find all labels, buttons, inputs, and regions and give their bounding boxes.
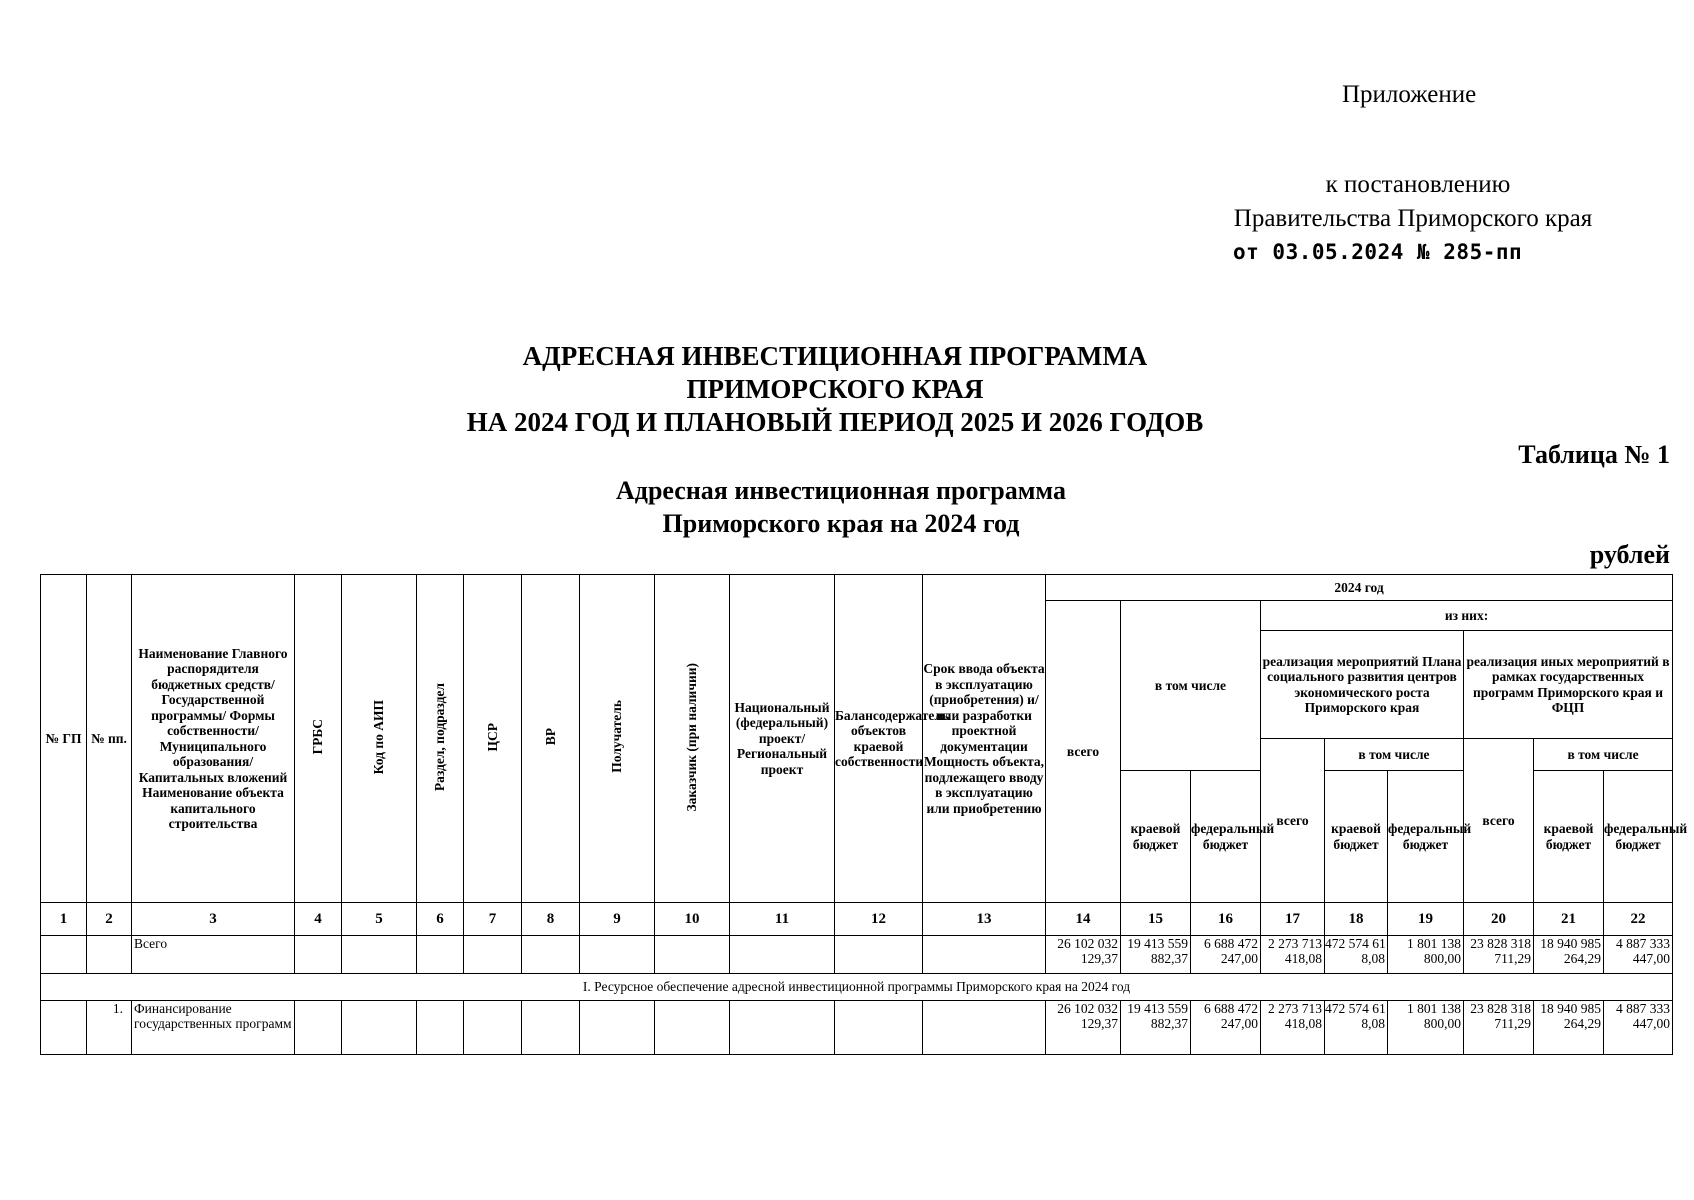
column-number: 16	[1191, 903, 1261, 936]
total-regional: 19 413 559 882,37	[1121, 936, 1191, 974]
header-customer: Заказчик (при наличии)	[655, 575, 730, 903]
program-other-regional: 18 940 985 264,29	[1534, 1001, 1604, 1055]
column-number: 13	[923, 903, 1046, 936]
header-section: Раздел, подраздел	[417, 575, 464, 903]
investment-program-table	[40, 574, 1688, 1055]
total-other-federal: 4 887 333 447,00	[1604, 936, 1673, 974]
table-subtitle	[0, 474, 1694, 540]
column-number: 6	[417, 903, 464, 936]
header-aip-code: Код по АИП	[342, 575, 417, 903]
column-number: 11	[730, 903, 835, 936]
total-row-label: Всего	[132, 936, 295, 974]
column-number: 21	[1534, 903, 1604, 936]
header-including: в том числе	[1121, 601, 1261, 771]
column-number: 7	[464, 903, 522, 936]
header-of-them: из них:	[1261, 601, 1673, 631]
resolution-line-1: к постановлению	[1325, 171, 1511, 198]
column-number: 8	[522, 903, 580, 936]
column-number: 1	[41, 903, 87, 936]
section-title: I. Ресурсное обеспечение адресной инвестиционной программы Приморского края на 2024 год	[41, 974, 1673, 1001]
program-regional: 19 413 559 882,37	[1121, 1001, 1191, 1055]
header-other-total: всего	[1464, 739, 1534, 903]
header-grbs: ГРБС	[295, 575, 342, 903]
program-plan-regional: 472 574 61 8,08	[1325, 1001, 1388, 1055]
header-item-number: № пп.	[87, 575, 132, 903]
section-row	[41, 974, 1673, 1001]
column-number: 15	[1121, 903, 1191, 936]
program-row	[41, 1001, 1673, 1055]
total-plan-federal: 1 801 138 800,00	[1388, 936, 1464, 974]
column-number: 22	[1604, 903, 1673, 936]
resolution-line-2: Правительства Приморского края	[1233, 205, 1593, 232]
program-federal: 6 688 472 247,00	[1191, 1001, 1261, 1055]
document-title	[0, 340, 1694, 439]
header-other-group: реализация иных мероприятий в рамках государственных программ Приморского края и ФЦП	[1464, 631, 1673, 739]
title-line-3: НА 2024 ГОД И ПЛАНОВЫЙ ПЕРИОД 2025 И 2026 ГОДОВ	[466, 407, 1204, 437]
resolution-reference	[1213, 168, 1623, 236]
table-number: Таблица № 1	[1518, 440, 1670, 469]
header-regional-budget: краевой бюджет	[1121, 771, 1191, 903]
column-number: 12	[835, 903, 923, 936]
column-number: 2	[87, 903, 132, 936]
currency-unit: рублей	[1589, 540, 1670, 569]
total-all: 26 102 032 129,37	[1046, 936, 1121, 974]
header-plan-total: всего	[1261, 739, 1325, 903]
header-vr: ВР	[522, 575, 580, 903]
header-federal-budget: федеральный бюджет	[1191, 771, 1261, 903]
header-csr: ЦСР	[464, 575, 522, 903]
header-deadline: Срок ввода объекта в эксплуатацию (приобретения) и/или разработки проектной документации Мощность объекта, подлежащего вводу в эксплуатацию или приобретению	[923, 575, 1046, 903]
header-other-regional-budget: краевой бюджет	[1534, 771, 1604, 903]
program-row-index: 1.	[87, 1001, 132, 1055]
program-other-federal: 4 887 333 447,00	[1604, 1001, 1673, 1055]
program-other-all: 23 828 318 711,29	[1464, 1001, 1534, 1055]
header-plan-including: в том числе	[1325, 739, 1464, 771]
subtitle-line-1: Адресная инвестиционная программа	[616, 476, 1066, 505]
column-numbers-row	[41, 903, 1673, 936]
program-plan-all: 2 273 713 418,08	[1261, 1001, 1325, 1055]
header-recipient: Получатель	[580, 575, 655, 903]
total-federal: 6 688 472 247,00	[1191, 936, 1261, 974]
subtitle-line-2: Приморского края на 2024 год	[662, 509, 1020, 538]
total-row	[41, 936, 1673, 974]
column-number: 20	[1464, 903, 1534, 936]
total-other-all: 23 828 318 711,29	[1464, 936, 1534, 974]
header-plan-federal-budget: федеральный бюджет	[1388, 771, 1464, 903]
total-other-regional: 18 940 985 264,29	[1534, 936, 1604, 974]
column-number: 10	[655, 903, 730, 936]
header-other-federal-budget: федеральный бюджет	[1604, 771, 1673, 903]
column-number: 17	[1261, 903, 1325, 936]
column-number: 9	[580, 903, 655, 936]
program-plan-federal: 1 801 138 800,00	[1388, 1001, 1464, 1055]
total-plan-all: 2 273 713 418,08	[1261, 936, 1325, 974]
resolution-date: от 03.05.2024 № 285-пп	[1233, 240, 1523, 264]
title-line-1: АДРЕСНАЯ ИНВЕСТИЦИОННАЯ ПРОГРАММА	[522, 341, 1148, 371]
column-number: 3	[132, 903, 295, 936]
header-other-including: в том числе	[1534, 739, 1673, 771]
title-line-2: ПРИМОРСКОГО КРАЯ	[686, 374, 984, 404]
header-total: всего	[1046, 601, 1121, 903]
total-plan-regional: 472 574 61 8,08	[1325, 936, 1388, 974]
header-gp-number: № ГП	[41, 575, 87, 903]
program-all: 26 102 032 129,37	[1046, 1001, 1121, 1055]
header-plan-regional-budget: краевой бюджет	[1325, 771, 1388, 903]
column-number: 5	[342, 903, 417, 936]
column-number: 19	[1388, 903, 1464, 936]
column-number: 18	[1325, 903, 1388, 936]
header-balance-holder: Балансодержатель объектов краевой собственности	[835, 575, 923, 903]
program-row-label: Финансирование государственных программ	[132, 1001, 295, 1055]
header-name: Наименование Главного распорядителя бюджетных средств/Государственной программы/ Формы собственности/Муниципального образования/Капитальных вложений Наименование объекта капитального строительства	[132, 575, 295, 903]
header-year: 2024 год	[1046, 575, 1673, 601]
header-plan-group: реализация мероприятий Плана социального развития центров экономического роста Приморского края	[1261, 631, 1464, 739]
appendix-label: Приложение	[1342, 81, 1477, 108]
column-number: 4	[295, 903, 342, 936]
column-number: 14	[1046, 903, 1121, 936]
header-national-project: Национальный (федеральный) проект/ Региональный проект	[730, 575, 835, 903]
